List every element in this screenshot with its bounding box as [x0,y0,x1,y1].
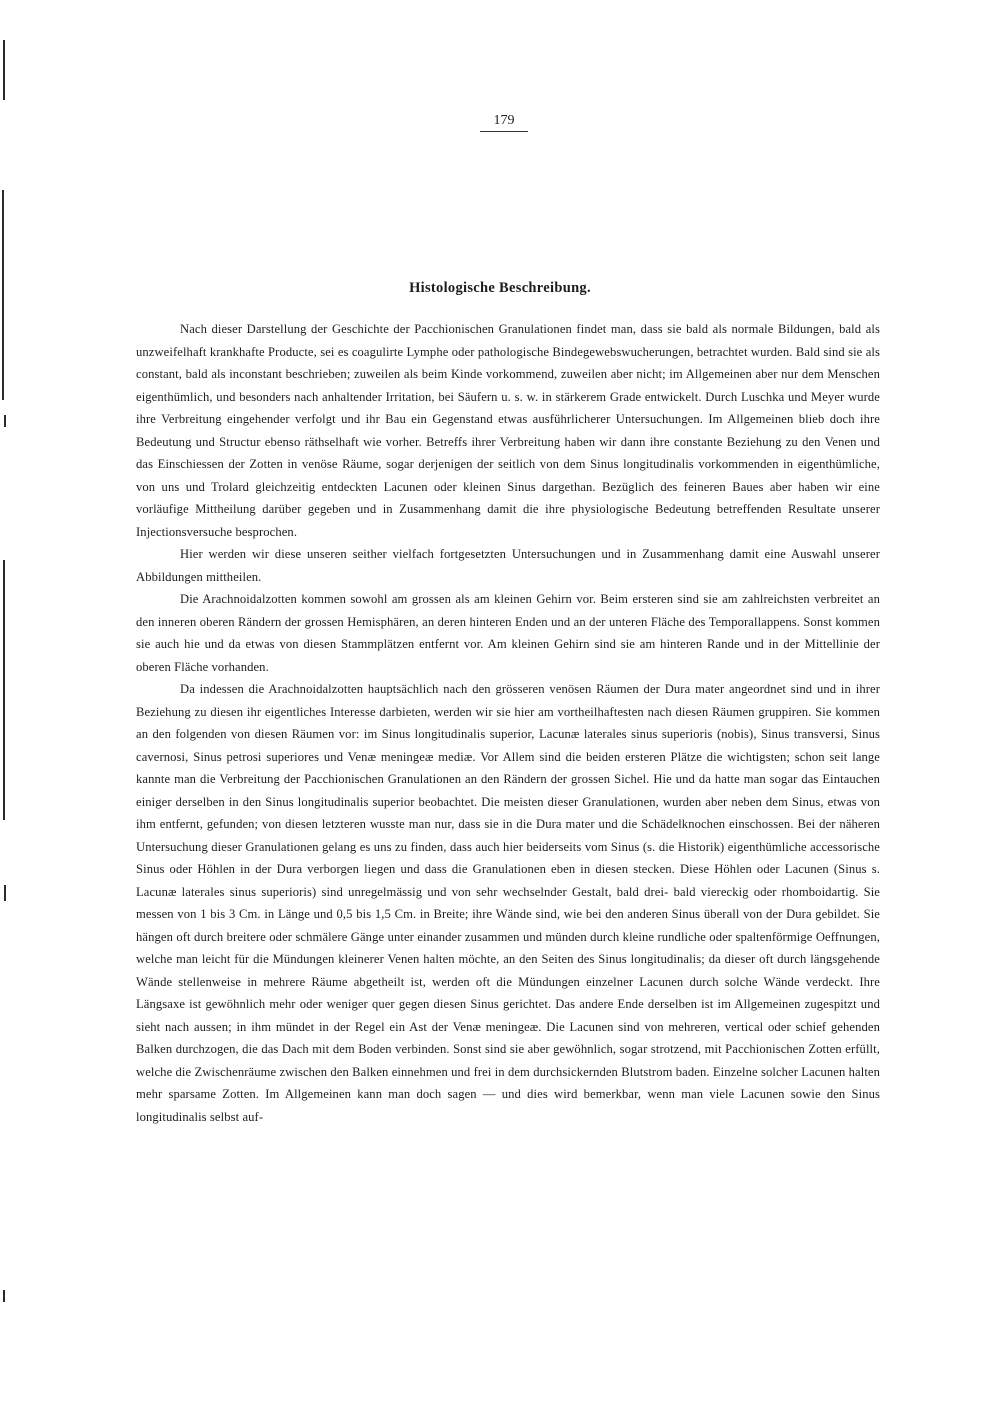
paragraph-3: Die Arachnoidalzotten kommen sowohl am grossen als am kleinen Gehirn vor. Beim ersteren sind sie am zahlreichsten verbreitet an den inneren oberen Rändern der grossen Hemisphären, an deren hinteren Enden und an der unteren Fläche des Temporallappens. Sonst kommen sie auch hie und da etwas von diesen Stammplätzen entfernt vor. Am kleinen Gehirn sind sie am hinteren Rande und in der Mittellinie der oberen Fläche vorhanden. [136,592,880,674]
page-number: 179 [480,112,528,132]
paragraph-4: Da indessen die Arachnoidalzotten hauptsächlich nach den grösseren venösen Räumen der Dura mater angeordnet sind und in ihrer Beziehung zu diesen ihr eigentliches Interesse darbieten, werden wir sie hier am vortheilhaftesten nach diesen Räumen gruppiren. Sie kommen an den folgenden von diesen Räumen vor: im Sinus longitudinalis superior, Lacunæ laterales sinus superioris (nobis), Sinus transversi, Sinus cavernosi, Sinus petrosi superiores und Venæ meningeæ mediæ. Vor Allem sind die beiden ersteren Plätze die wichtigsten; schon seit lange kannte man die Verbreitung der Pacchionischen Granulationen an den Rändern der grossen Sichel. Hie und da hatte man sogar das Eintauchen einiger derselben in den Sinus longitudinalis superior beobachtet. Die meisten dieser Granulationen, wurden aber neben dem Sinus, etwas von ihm entfernt, gefunden; von diesen letzteren wusste man nur, dass sie in die Dura mater und die Schädelknochen einschossen. Bei der näheren Untersuchung dieser Granulationen gelang es uns zu finden, dass auch hier beiderseits vom Sinus (s. die Historik) eigenthümliche accessorische Sinus oder Höhlen in der Dura verborgen liegen und dass die Granulationen eben in diesen stecken. Diese Höhlen oder Lacunen (Sinus s. Lacunæ laterales sinus superioris) sind unregelmässig und von sehr wechselnder Gestalt, bald drei- bald viereckig oder rhomboidartig. Sie messen von 1 bis 3 Cm. in Länge und 0,5 bis 1,5 Cm. in Breite; ihre Wände sind, wie bei den anderen Sinus überall von der Dura gebildet. Sie hängen oft durch breitere oder schmälere Gänge unter einander zusammen und münden durch kleine rundliche oder spaltenförmige Oeffnungen, welche man leicht für die Mündungen kleinerer Venen halten möchte, an den Seiten des Sinus longitudinalis; da dieser oft durch längsgehende Wände stellenweise in mehrere Räume abgetheilt ist, werden oft die Mündungen einzelner Lacunen durch solche Wände verdeckt. Ihre Längsaxe ist gewöhnlich mehr oder weniger quer gegen diesen Sinus gerichtet. Das andere Ende derselben ist im Allgemeinen zugespitzt und sieht nach aussen; in ihm mündet in der Regel ein Ast der Venæ meningeæ. Die Lacunen sind von mehreren, vertical oder schief gehenden Balken durchzogen, die das Dach mit dem Boden verbinden. Sonst sind sie aber gewöhnlich, sogar strotzend, mit Pacchionischen Zotten erfüllt, welche die Zwischenräume zwischen den Balken einnehmen und frei in dem durchsickernden Blutstrom baden. Einzelne solcher Lacunen halten mehr sparsame Zotten. Im Allgemeinen kann man doch sagen — und dies wird bemerkbar, wenn man viele Lacunen sowie den Sinus longitudinalis selbst auf- [136,682,880,1124]
scan-edge-mark [4,885,6,901]
scan-edge-mark [4,415,6,427]
paragraph-2: Hier werden wir diese unseren seither vielfach fortgesetzten Untersuchungen und in Zusammenhang damit eine Auswahl unserer Abbildungen mittheilen. [136,547,880,584]
scan-edge-mark [3,40,5,100]
scan-edge-mark [3,1290,5,1302]
scan-edge-mark [3,560,5,820]
body-text [136,318,880,1128]
section-title: Histologische Beschreibung. [409,280,591,296]
paragraph-1: Nach dieser Darstellung der Geschichte der Pacchionischen Granulationen findet man, dass sie bald als normale Bildungen, bald als unzweifelhaft krankhafte Producte, sei es coagulirte Lymphe oder pathologische Bindegewebswucherungen, betrachtet wurden. Bald sind sie als constant, bald als inconstant beschrieben; zuweilen als beim Kinde vorkommend, zuweilen aber nicht; im Allgemeinen aber nur dem Menschen eigenthümlich, und besonders nach anhaltender Irritation, bei Säufern u. s. w. in stärkerem Grade entwickelt. Durch Luschka und Meyer wurde ihre Verbreitung eingehender verfolgt und ihr Bau ein Gegenstand etwas ausführlicherer Untersuchungen. Im Allgemeinen blieb doch ihre Bedeutung und Structur ebenso räthselhaft wie vorher. Betreffs ihrer Verbreitung haben wir dann ihre constante Beziehung zu den Venen und das Einschiessen der Zotten in venöse Räume, sogar derjenigen der seitlich von dem Sinus longitudinalis vorkommenden in eigenthümliche, von uns und Trolard gleichzeitig entdeckten Lacunen oder kleinen Sinus dargethan. Bezüglich des feineren Baues aber haben wir eine vorläufige Mittheilung darüber gegeben und in Zusammenhang damit die ihre physiologische Bedeutung betreffenden Resultate unserer Injectionsversuche besprochen. [136,322,880,539]
